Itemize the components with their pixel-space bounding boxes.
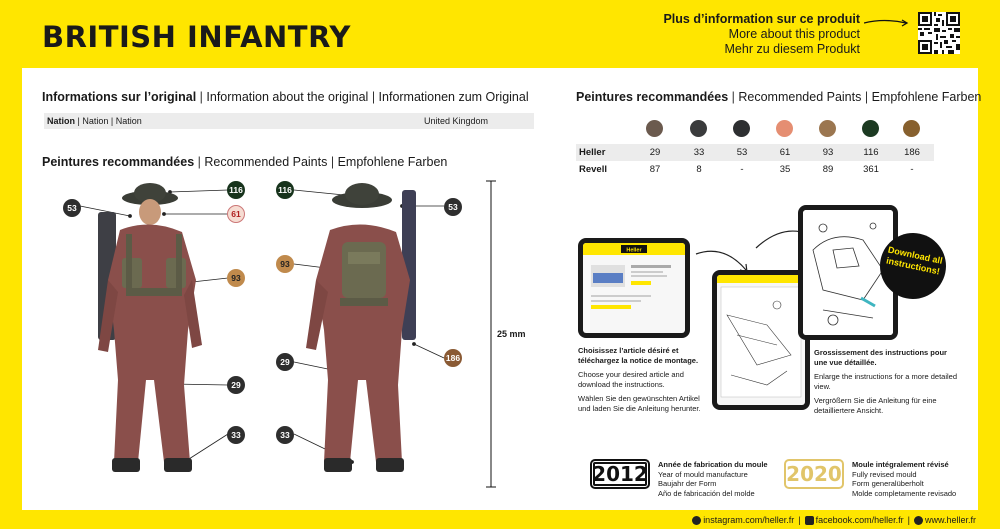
revell-value: 361 bbox=[863, 164, 879, 175]
more-info-block[interactable] bbox=[663, 12, 860, 57]
revell-value: 89 bbox=[822, 164, 834, 175]
revised-year-de: Form generalüberholt bbox=[852, 479, 924, 488]
revised-year-fr: Moule intégralement révisé bbox=[852, 460, 949, 469]
heller-value: 29 bbox=[649, 147, 661, 158]
paints-heading-left-en: Recommended Paints bbox=[204, 155, 328, 169]
callout-back-186: 186 bbox=[444, 349, 462, 367]
callout-front-93: 93 bbox=[227, 269, 245, 287]
instructions-caption-right bbox=[814, 348, 960, 415]
footer-divider: | bbox=[907, 514, 910, 525]
revell-value: 87 bbox=[649, 164, 661, 175]
facebook-text: facebook.com/heller.fr bbox=[815, 514, 904, 525]
callout-back-29: 29 bbox=[276, 353, 294, 371]
caption-left-fr: Choisissez l’article désiré et téléchargez la notice de montage. bbox=[578, 346, 699, 365]
nation-label-en: Nation bbox=[82, 116, 109, 126]
heller-value: 93 bbox=[822, 147, 834, 158]
callout-front-61: 61 bbox=[227, 205, 245, 223]
callout-front-53: 53 bbox=[63, 199, 81, 217]
revell-value: 35 bbox=[779, 164, 791, 175]
mould-year-en: Year of mould manufacture bbox=[658, 469, 748, 479]
caption-right-fr: Grossissement des instructions pour une vue détaillée. bbox=[814, 348, 947, 367]
mould-year-fr: Année de fabrication du moule bbox=[658, 460, 768, 469]
instagram-icon bbox=[692, 516, 701, 525]
paint-swatch bbox=[690, 120, 707, 137]
paints-heading-left-de: Empfohlene Farben bbox=[337, 155, 448, 169]
callout-back-53: 53 bbox=[444, 198, 462, 216]
revised-year-es: Molde completamente revisado bbox=[852, 488, 957, 498]
heller-value: 116 bbox=[863, 147, 879, 158]
instagram-link[interactable] bbox=[692, 515, 794, 525]
paint-row-heller bbox=[576, 144, 934, 161]
callout-front-29: 29 bbox=[227, 376, 245, 394]
caption-right-en: Enlarge the instructions for a more detailed view. bbox=[814, 372, 957, 391]
nation-label-fr: Nation bbox=[47, 116, 75, 126]
callout-front-116: 116 bbox=[227, 181, 245, 199]
globe-icon bbox=[914, 516, 923, 525]
brand-revell: Revell bbox=[579, 164, 607, 175]
product-title: BRITISH INFANTRY bbox=[42, 20, 351, 54]
revised-year-badge: 2020 bbox=[784, 459, 844, 489]
scale-bar bbox=[485, 180, 497, 488]
heller-value: 186 bbox=[904, 147, 920, 158]
mould-year-es: Año de fabricación del molde bbox=[658, 488, 755, 498]
revised-year-en: Fully revised mould bbox=[852, 469, 917, 479]
original-heading-de: Informationen zum Original bbox=[378, 90, 529, 104]
more-info-fr: Plus d’information sur ce produit bbox=[663, 12, 860, 26]
revised-year-caption bbox=[852, 460, 972, 498]
revell-value: - bbox=[910, 164, 914, 175]
qr-code-icon[interactable] bbox=[918, 12, 960, 54]
heller-value: 53 bbox=[736, 147, 748, 158]
mould-year-de: Baujahr der Form bbox=[658, 479, 717, 488]
paints-heading-right-fr: Peintures recommandées bbox=[576, 90, 729, 104]
paint-swatch bbox=[646, 120, 663, 137]
paints-heading-left: Peintures recommandées | Recommended Paints | Empfohlene Farben bbox=[42, 155, 448, 169]
instructions-caption-left bbox=[578, 346, 710, 413]
caption-right-de: Vergrößern Sie die Anleitung für eine detailliertere Ansicht. bbox=[814, 396, 937, 415]
instagram-text: instagram.com/heller.fr bbox=[703, 514, 795, 525]
arrow-right-icon bbox=[864, 18, 910, 28]
instructions-screen-illustration bbox=[717, 275, 805, 405]
more-info-de: Mehr zu diesem Produkt bbox=[724, 42, 860, 56]
original-heading-fr: Informations sur l’original bbox=[42, 90, 197, 104]
paint-swatch bbox=[903, 120, 920, 137]
callout-back-33: 33 bbox=[276, 426, 294, 444]
callout-back-93: 93 bbox=[276, 255, 294, 273]
tablet-instructions bbox=[712, 270, 810, 410]
paint-swatch bbox=[733, 120, 750, 137]
facebook-icon bbox=[805, 516, 814, 525]
original-heading-en: Information about the original bbox=[206, 90, 369, 104]
info-card bbox=[22, 68, 982, 510]
revell-value: - bbox=[740, 164, 744, 175]
nation-value: United Kingdom bbox=[424, 116, 489, 126]
caption-left-en: Choose your desired article and download the instructions. bbox=[578, 370, 684, 389]
paint-row-revell bbox=[576, 161, 934, 178]
paint-swatch bbox=[776, 120, 793, 137]
scale-label: 25 mm bbox=[497, 329, 526, 339]
callout-front-33: 33 bbox=[227, 426, 245, 444]
facebook-link[interactable] bbox=[805, 515, 904, 525]
paints-heading-right-de: Empfohlene Farben bbox=[871, 90, 982, 104]
website-screen-illustration bbox=[583, 243, 685, 333]
website-text: www.heller.fr bbox=[924, 514, 976, 525]
footer-divider: | bbox=[798, 514, 801, 525]
website-link[interactable] bbox=[914, 515, 976, 525]
mould-year-caption bbox=[658, 460, 788, 498]
paints-heading-right: Peintures recommandées | Recommended Paints | Empfohlene Farben bbox=[576, 90, 982, 104]
caption-left-de: Wählen Sie den gewünschten Artikel und laden Sie die Anleitung herunter. bbox=[578, 394, 701, 413]
nation-row: Nation | Nation | Nation United Kingdom bbox=[44, 113, 534, 129]
soldier-front-figure bbox=[92, 180, 212, 490]
paints-heading-left-fr: Peintures recommandées bbox=[42, 155, 195, 169]
download-instructions-badge[interactable]: Download all instructions! bbox=[874, 227, 952, 305]
mould-year-badge: 2012 bbox=[590, 459, 650, 489]
heller-value: 61 bbox=[779, 147, 791, 158]
original-heading: Informations sur l’original | Information about the original | Informationen zum Original bbox=[42, 90, 529, 104]
heller-logo: Heller bbox=[626, 247, 642, 254]
revell-value: 8 bbox=[696, 164, 702, 175]
soldier-back-figure bbox=[302, 180, 432, 490]
nation-label-de: Nation bbox=[115, 116, 142, 126]
paint-table bbox=[576, 144, 934, 178]
paints-heading-right-en: Recommended Paints bbox=[738, 90, 862, 104]
more-info-en: More about this product bbox=[728, 27, 860, 41]
callout-back-116: 116 bbox=[276, 181, 294, 199]
social-footer bbox=[692, 515, 976, 525]
paint-swatch bbox=[819, 120, 836, 137]
tablet-website bbox=[578, 238, 690, 338]
heller-value: 33 bbox=[693, 147, 705, 158]
brand-heller: Heller bbox=[579, 147, 606, 158]
paint-swatch bbox=[862, 120, 879, 137]
